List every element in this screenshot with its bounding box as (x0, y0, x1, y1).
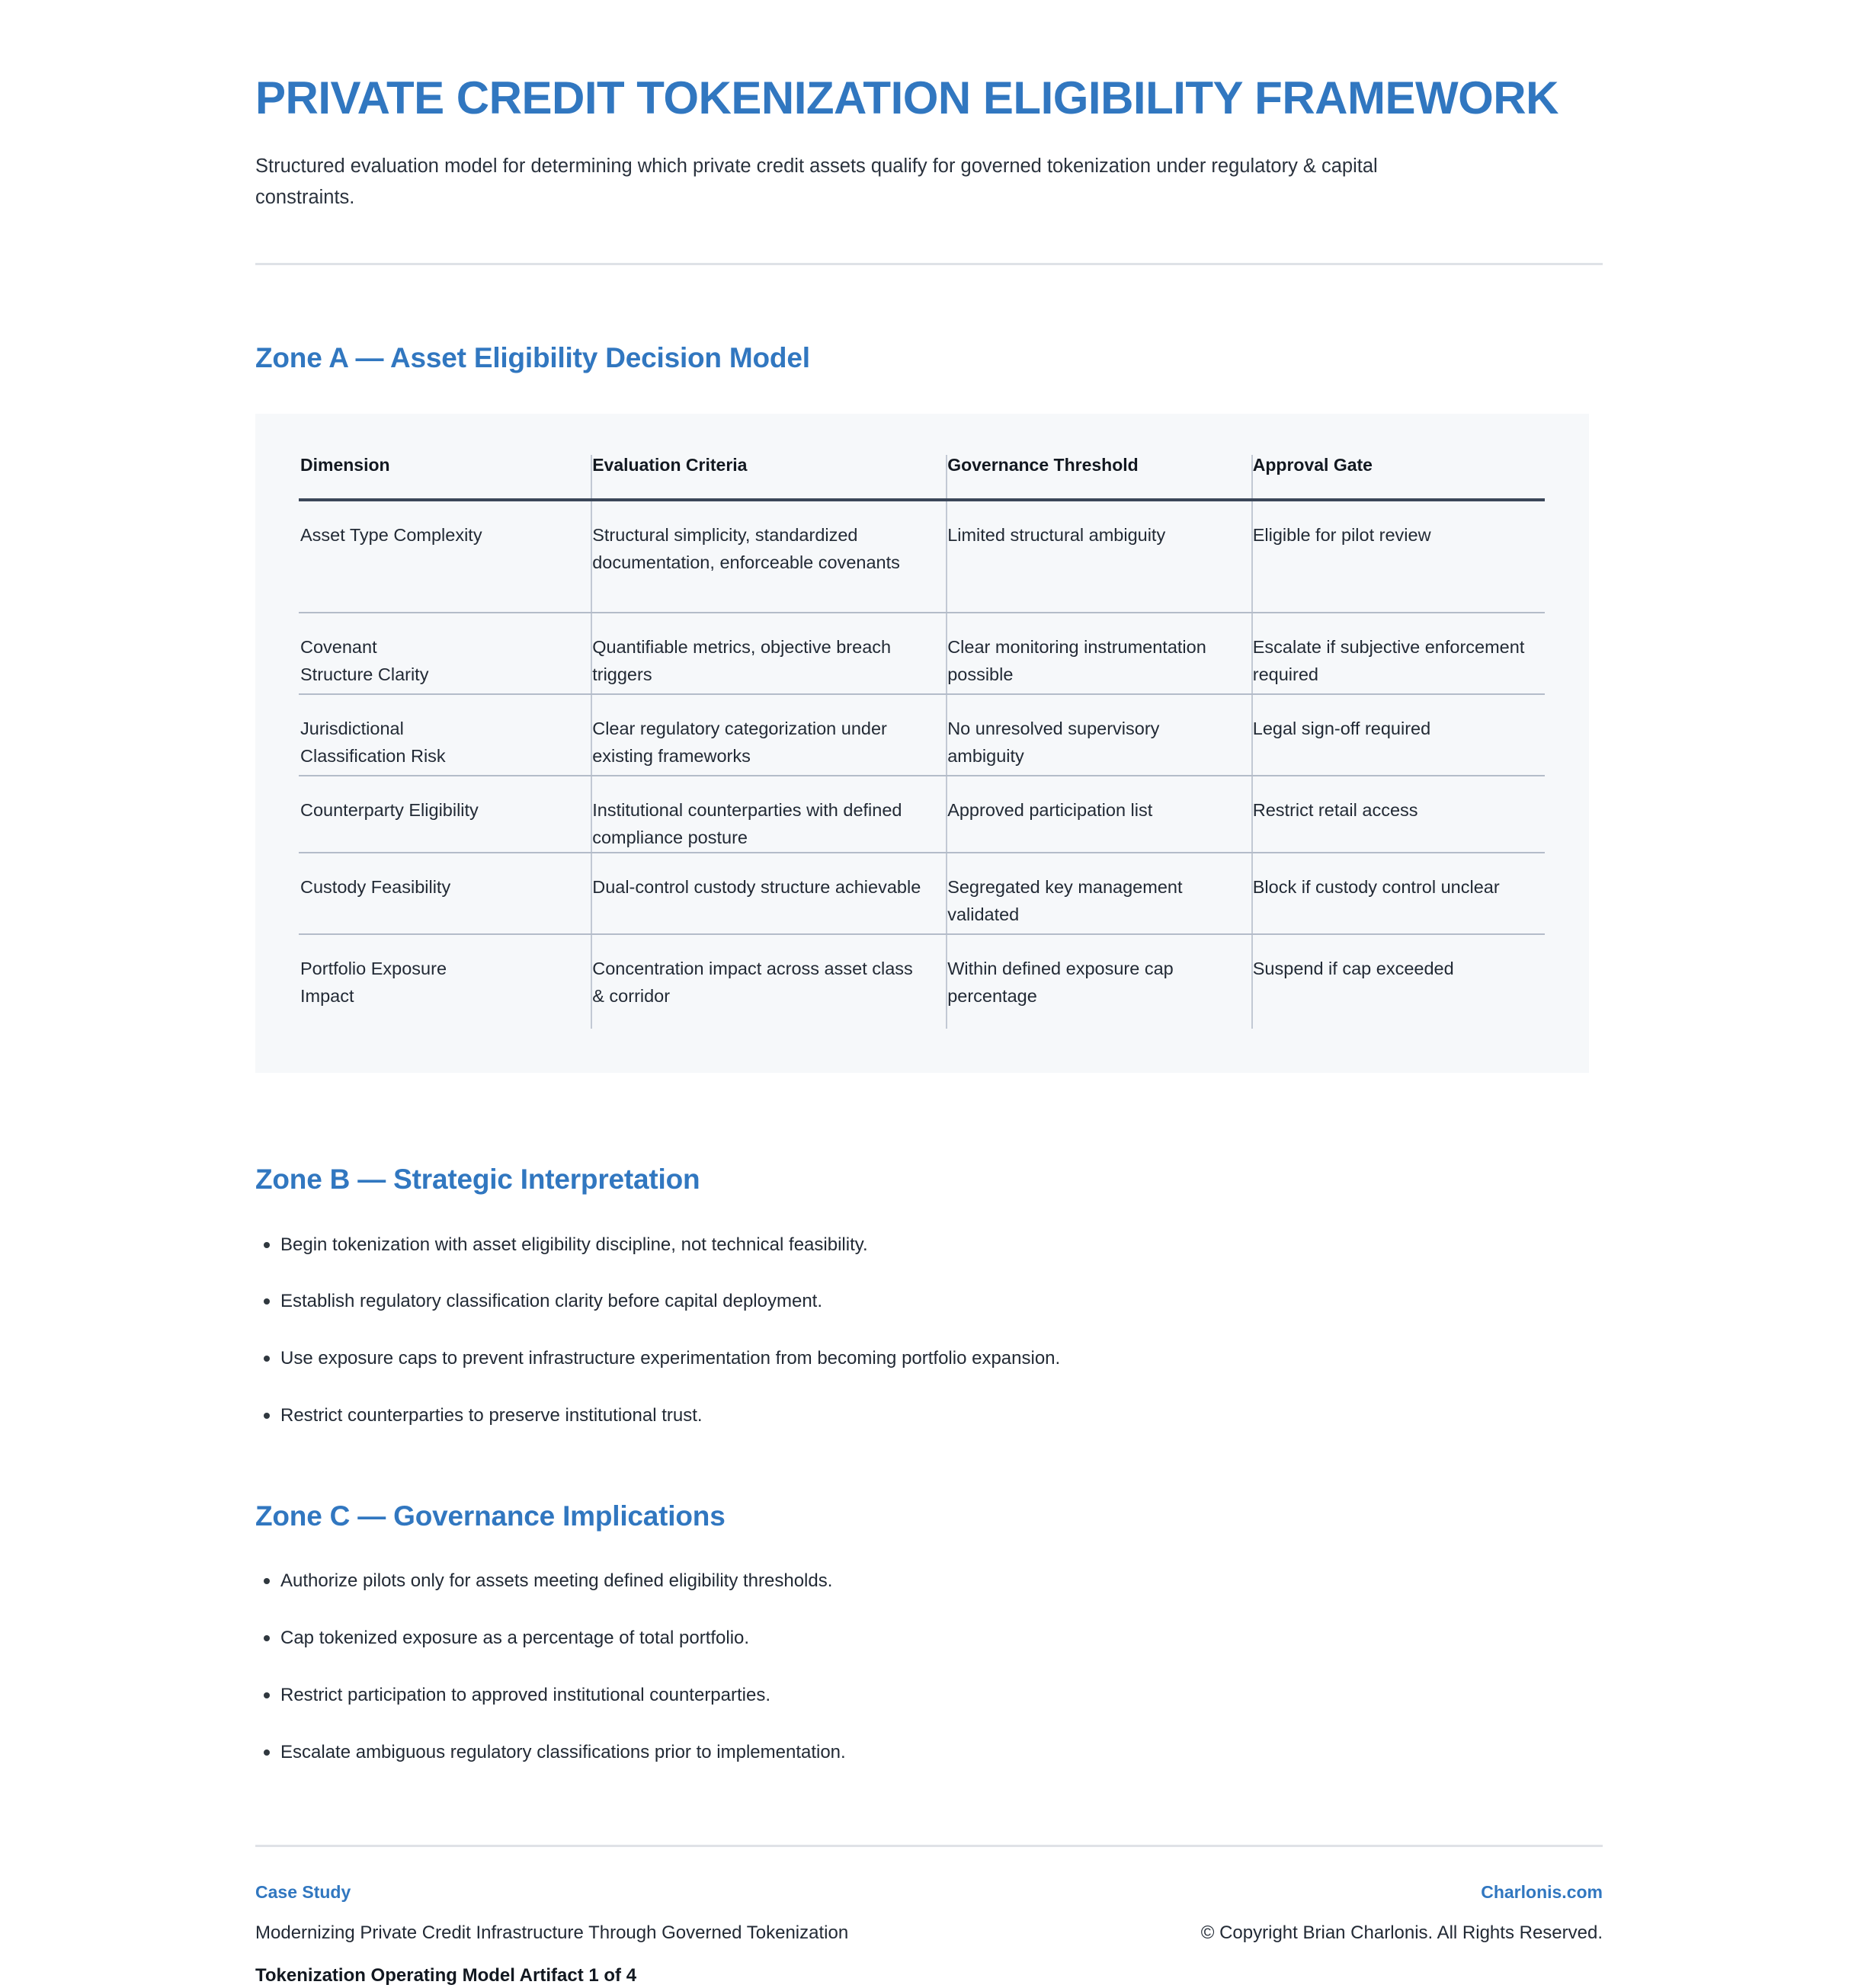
cell-gate: Escalate if subjective enforcement required (1252, 613, 1545, 694)
cell-dimension-line-1: Jurisdictional (300, 719, 404, 739)
cell-gate: Block if custody control unclear (1252, 853, 1545, 934)
zone-b-heading: Zone B — Strategic Interpretation (255, 1164, 700, 1196)
cell-dimension-line-2: Structure Clarity (300, 664, 429, 684)
cell-dimension-line-1: Covenant (300, 637, 377, 658)
list-item: Authorize pilots only for assets meeting defined eligibility thresholds. (255, 1568, 1603, 1595)
table-row (299, 500, 1545, 613)
cell-threshold: Segregated key management validated (947, 853, 1252, 934)
table-row (299, 934, 1545, 1029)
cell-criteria: Concentration impact across asset class & corridor (591, 934, 947, 1029)
column-header-dimension: Dimension (299, 455, 591, 500)
footer (255, 1847, 1603, 1988)
cell-dimension: Custody Feasibility (299, 853, 591, 934)
cell-criteria: Dual-control custody structure achievable (591, 853, 947, 934)
table-row (299, 853, 1545, 934)
table-body (299, 500, 1545, 1029)
cell-criteria: Institutional counterparties with defined compliance posture (591, 776, 947, 853)
cell-dimension (299, 694, 591, 776)
footer-copyright: © Copyright Brian Charlonis. All Rights Reserved. (1200, 1922, 1603, 1944)
list-item: Escalate ambiguous regulatory classifications prior to implementation. (255, 1740, 1603, 1766)
list-item: Use exposure caps to prevent infrastructure experimentation from becoming portfolio expansion. (255, 1346, 1603, 1372)
table-header-row (299, 455, 1545, 500)
cell-gate: Restrict retail access (1252, 776, 1545, 853)
footer-site-link[interactable]: Charlonis.com (1481, 1882, 1603, 1903)
page-subtitle: Structured evaluation model for determining which private credit assets qualify for governed tokenization under regulatory & capital constraints. (255, 155, 1378, 209)
cell-threshold: No unresolved supervisory ambiguity (947, 694, 1252, 776)
page-title: PRIVATE CREDIT TOKENIZATION ELIGIBILITY FRAMEWORK (255, 72, 1558, 123)
cell-threshold: Limited structural ambiguity (947, 500, 1252, 613)
table-row (299, 776, 1545, 853)
cell-criteria: Clear regulatory categorization under existing frameworks (591, 694, 947, 776)
cell-dimension-line-1: Portfolio Exposure (300, 959, 447, 979)
footer-case-study-title: Modernizing Private Credit Infrastructure Through Governed Tokenization (255, 1922, 849, 1944)
list-item: Establish regulatory classification clarity before capital deployment. (255, 1289, 1603, 1315)
list-item: Restrict participation to approved institutional counterparties. (255, 1682, 1603, 1709)
footer-left (255, 1881, 848, 1988)
eligibility-table (299, 455, 1545, 1029)
cell-dimension: Counterparty Eligibility (299, 776, 591, 853)
zone-c-heading: Zone C — Governance Implications (255, 1500, 726, 1532)
cell-gate: Suspend if cap exceeded (1252, 959, 1454, 979)
column-header-evaluation-criteria: Evaluation Criteria (591, 455, 947, 500)
eligibility-table-panel (255, 414, 1589, 1073)
cell-dimension-line-2: Classification Risk (300, 745, 446, 766)
cell-criteria: Structural simplicity, standardized documentation, enforceable covenants (591, 500, 947, 613)
footer-artifact-label: Tokenization Operating Model Artifact 1 of 4 (255, 1964, 637, 1986)
list-item: Cap tokenized exposure as a percentage of total portfolio. (255, 1625, 1603, 1652)
cell-threshold: Within defined exposure cap percentage (947, 934, 1252, 1029)
cell-criteria: Quantifiable metrics, objective breach triggers (591, 613, 947, 694)
zone-b-points-list (255, 1197, 1603, 1429)
table-row (299, 613, 1545, 694)
zone-c-points-list (255, 1533, 1603, 1766)
list-item: Restrict counterparties to preserve institutional trust. (255, 1403, 1603, 1429)
table-header (299, 455, 1545, 500)
zone-a-heading: Zone A — Asset Eligibility Decision Model (255, 341, 810, 373)
cell-threshold: Clear monitoring instrumentation possible (947, 613, 1252, 694)
cell-threshold: Approved participation list (947, 776, 1252, 853)
cell-dimension (299, 613, 591, 694)
column-header-governance-threshold: Governance Threshold (947, 455, 1252, 500)
list-item: Begin tokenization with asset eligibility discipline, not technical feasibility. (255, 1232, 1603, 1259)
footer-right (1201, 1881, 1603, 1945)
cell-dimension-line-2: Impact (300, 985, 354, 1006)
footer-case-study-label: Case Study (255, 1882, 351, 1903)
table-row (299, 694, 1545, 776)
cell-dimension: Asset Type Complexity (299, 500, 591, 613)
column-header-approval-gate: Approval Gate (1252, 455, 1545, 500)
cell-gate: Eligible for pilot review (1252, 500, 1545, 613)
cell-gate: Legal sign-off required (1252, 694, 1545, 776)
cell-dimension (299, 934, 591, 1029)
